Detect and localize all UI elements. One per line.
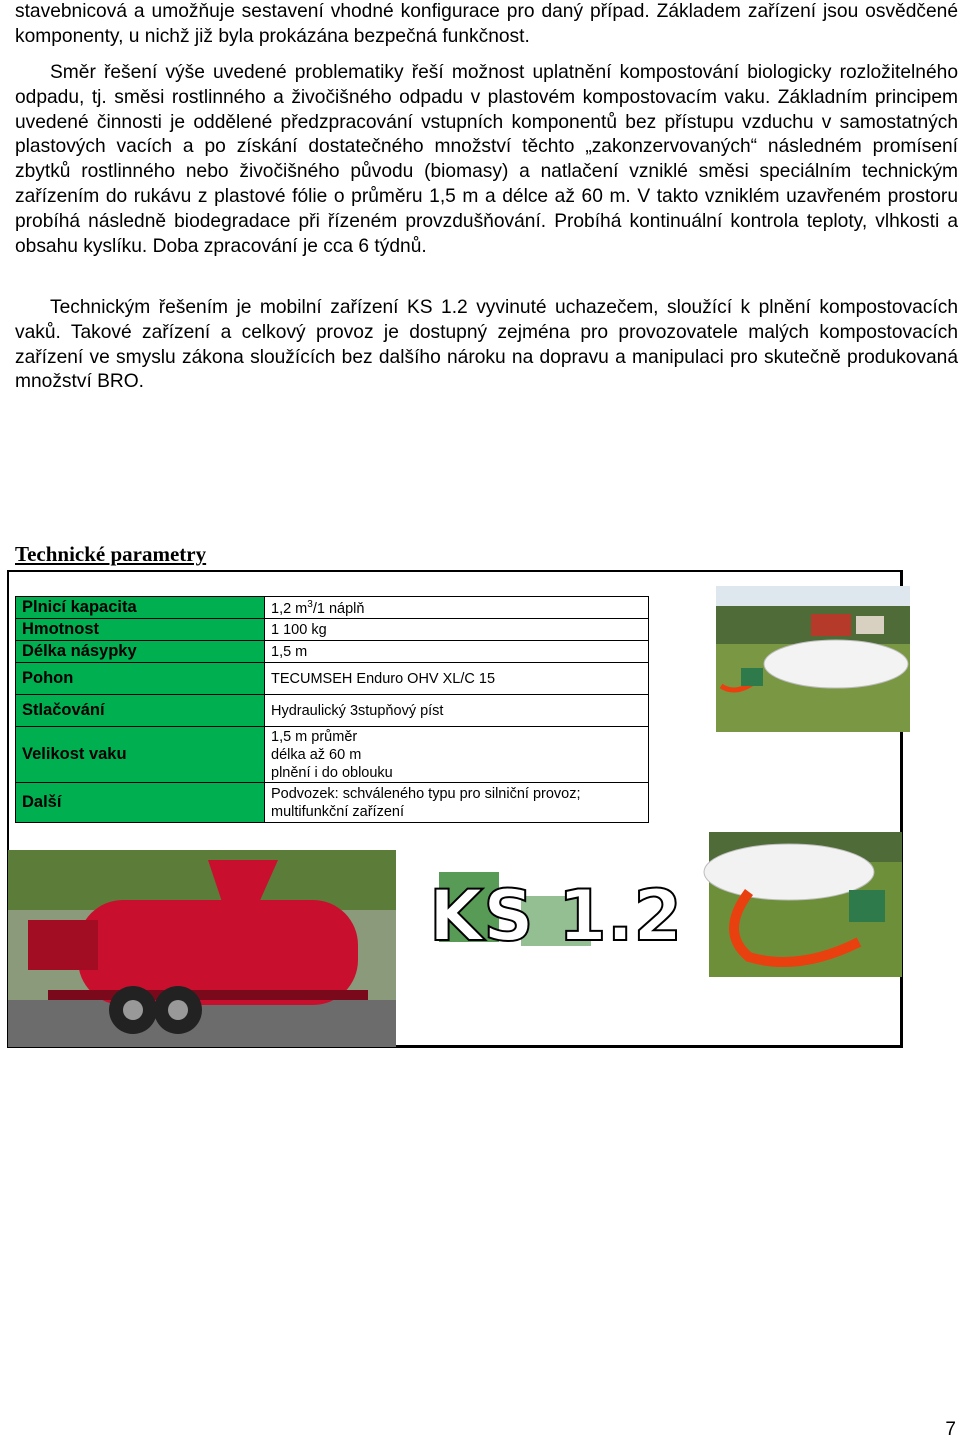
param-value: 1,5 m — [265, 641, 649, 663]
section-heading: Technické parametry — [15, 542, 207, 566]
param-label: Hmotnost — [16, 619, 265, 641]
param-label: Stlačování — [16, 695, 265, 727]
param-value: 1,2 $m^3/1$ náplň — [265, 597, 649, 619]
param-value: 1 100 kg — [265, 619, 649, 641]
param-label: Pohon — [16, 663, 265, 695]
ks-logo — [425, 862, 683, 958]
table-row — [16, 783, 649, 823]
photo-filled-bag — [709, 832, 902, 977]
param-value: 1,5 m průměr délka až 60 m plnění i do oblouku — [265, 727, 649, 783]
param-label: Další — [16, 783, 265, 823]
paragraph-intro: stavebnicová a umožňuje sestavení vhodné konfigurace pro daný případ. Základem zařízení jsou osvědčené komponenty, u nichž již byla prokázána bezpečná funkčnost. — [15, 1, 958, 47]
parameters-table — [15, 596, 649, 823]
param-label: Délka násypky — [16, 641, 265, 663]
param-label: Plnicí kapacita — [16, 597, 265, 619]
table-row — [16, 727, 649, 783]
param-value: Hydraulický 3stupňový píst — [265, 695, 649, 727]
table-row — [16, 619, 649, 641]
photo-compost-bag — [716, 586, 910, 732]
table-row — [16, 641, 649, 663]
ks-logo-graphic — [425, 862, 683, 958]
paragraph-principle: Směr řešení výše uvedené problematiky řeší možnost uplatnění kompostování biologicky rozložitelného odpadu, tj. směsi rostlinného a živočišného odpadu v plastovém kompostovacím vaku. Základním principem uvedené činnosti je oddělené předzpracování vstupních komponentů bez přístupu vzduchu v samostatných plastových vacích a po získání dostatečného množství těchto „zakonzervovaných“ následném promísení zbytků rostlinného nebo živočišného původu (biomasy) a natlačení vzniklé směsi speciálním technickým zařízením do rukávu z plastové fólie o průměru 1,5 m a délce až 60 m. V takto vzniklém uzavřeném prostoru probíhá následně biodegradace při řízeném provzdušňování. Probíhá kontinuální kontrola teploty, vlhkosti a obsahu kyslíku. Doba zpracování je cca 6 týdnů. — [15, 62, 958, 257]
photo-red-machine — [8, 850, 396, 1047]
param-label: Velikost vaku — [16, 727, 265, 783]
table-row — [16, 695, 649, 727]
param-value: TECUMSEH Enduro OHV XL/C 15 — [265, 663, 649, 695]
ks-logo-text: KS 1.2 — [429, 875, 683, 957]
table-row — [16, 597, 649, 619]
filled-bag-image — [709, 832, 902, 977]
table-row — [16, 663, 649, 695]
page-number: 7 — [945, 1419, 956, 1440]
red-machine-image — [8, 850, 396, 1047]
compost-bag-image — [716, 586, 910, 732]
param-value: Podvozek: schváleného typu pro silniční provoz; multifunkční zařízení — [265, 783, 649, 823]
paragraph-solution: Technickým řešením je mobilní zařízení KS 1.2 vyvinuté uchazečem, sloužící k plnění kompostovacích vaků. Takové zařízení a celkový provoz je dostupný zejména pro provozovatele malých kompostovacích zařízení ve smyslu zákona sloužících bez dalšího nároku na dopravu a manipulaci pro skutečně produkovaná množství BRO. — [15, 297, 958, 393]
